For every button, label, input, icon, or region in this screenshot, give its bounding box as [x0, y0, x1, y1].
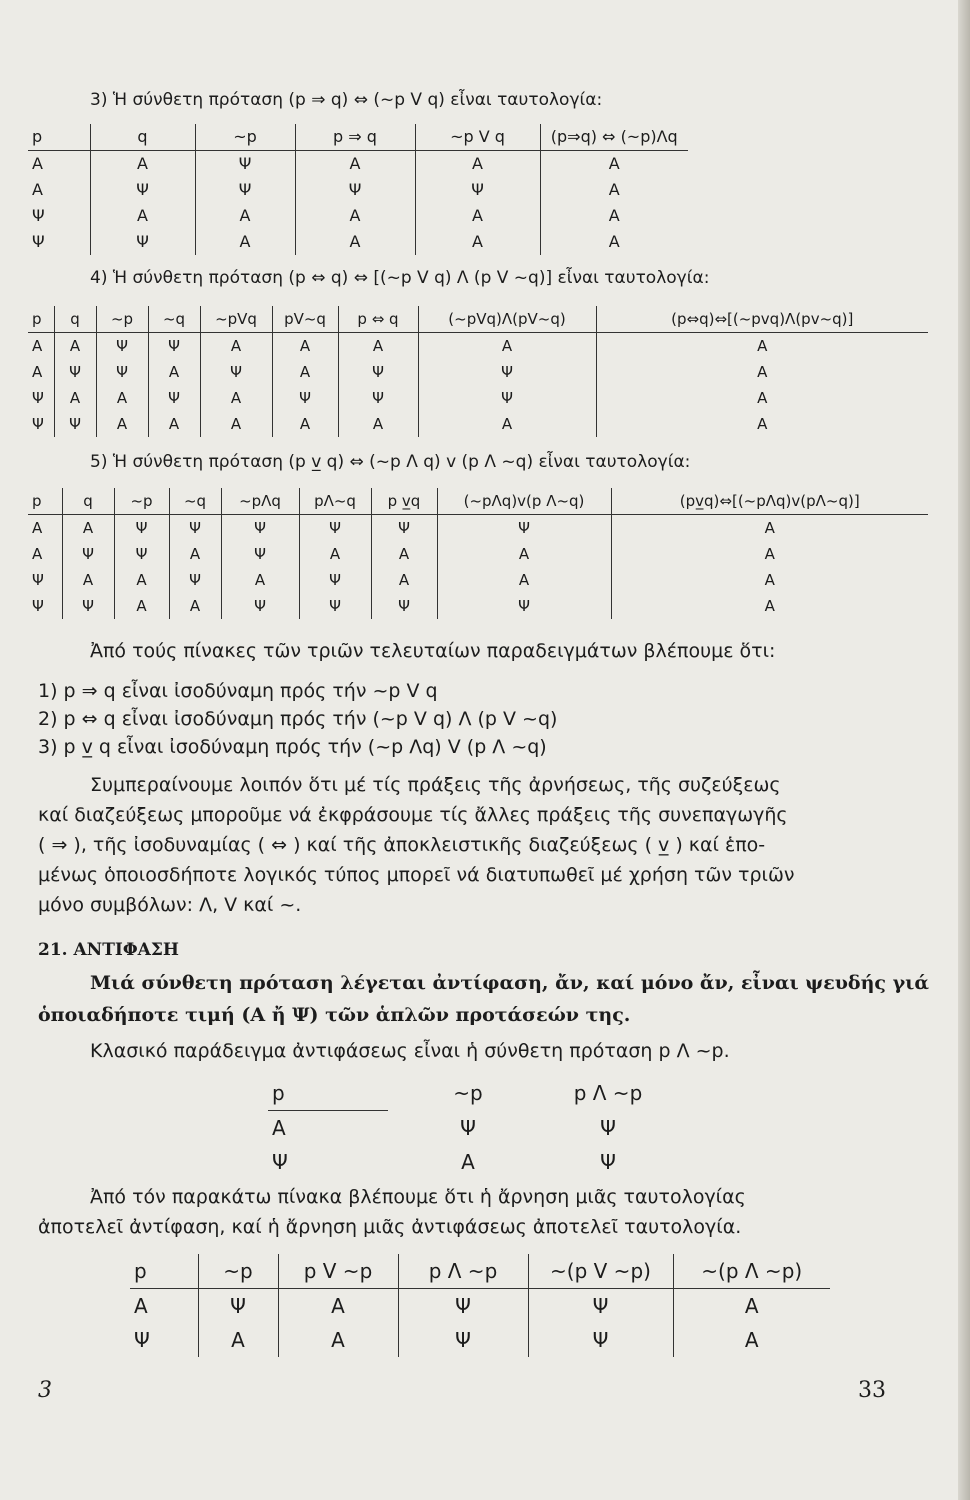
col-header: (p⇒q) ⇔ (~p)Λq [540, 124, 688, 151]
col-header: ~q [148, 306, 200, 333]
cell: Α [169, 593, 221, 619]
col-header: p Λ ~p [573, 1081, 643, 1106]
table-row [28, 177, 688, 203]
cell: Ψ [272, 1150, 288, 1174]
footer-left-number: 3 [38, 1378, 52, 1403]
cell: Α [371, 567, 437, 593]
cell: Ψ [148, 385, 200, 411]
cell: Α [596, 333, 928, 360]
definition-line: ὁποιαδήποτε τιμή (Α ἤ Ψ) τῶν ἁπλῶν προτάσεών της. [38, 1004, 631, 1026]
col-header: ~pΛq [221, 488, 299, 515]
col-header: q [62, 488, 114, 515]
cell: Α [32, 180, 43, 199]
col-header: p [28, 306, 54, 333]
cell: Ψ [96, 333, 148, 360]
table-header-row [130, 1254, 830, 1289]
section-title: 21. ΑΝΤΙΦΑΣΗ [38, 940, 179, 960]
cell: Ψ [195, 151, 295, 178]
cell: Α [148, 359, 200, 385]
cell: Ψ [528, 1323, 673, 1357]
col-header: (p⇔q)⇔[(~pvq)Λ(pv~q)] [596, 306, 928, 333]
cell: Ψ [90, 229, 195, 255]
col-header: ~(p V ~p) [528, 1254, 673, 1289]
cell: Α [272, 359, 338, 385]
cell: Ψ [398, 1289, 528, 1324]
table-row [28, 333, 928, 360]
col-header: ~p [198, 1254, 278, 1289]
cell: Α [32, 545, 43, 563]
table-header-row [28, 488, 928, 515]
cell: Α [195, 203, 295, 229]
s3-table [28, 124, 688, 255]
cell: Ψ [600, 1150, 616, 1174]
cell: Ψ [96, 359, 148, 385]
cell: Ψ [295, 177, 415, 203]
cell: Ψ [371, 593, 437, 619]
cell: Ψ [32, 597, 44, 615]
table-header-row [268, 1076, 668, 1111]
negation-line: ἀποτελεῖ ἀντίφαση, καί ἡ ἄρνηση μιᾶς ἀντιφάσεως ἀποτελεῖ ταυτολογία. [38, 1216, 742, 1238]
cell: Α [338, 333, 418, 360]
col-header: p V ~p [278, 1254, 398, 1289]
para-line: καί διαζεύξεως μποροῦμε νά ἐκφράσουμε τίς ἄλλες πράξεις τῆς συνεπαγωγῆς [38, 804, 788, 826]
cell: Ψ [299, 593, 371, 619]
table-row [28, 229, 688, 255]
cell: Ψ [338, 359, 418, 385]
table-row [28, 411, 928, 437]
cell: Α [418, 333, 596, 360]
col-header: ~p [96, 306, 148, 333]
cell: Α [371, 541, 437, 567]
table-row [28, 359, 928, 385]
col-header: ~p [195, 124, 295, 151]
cell: Α [596, 411, 928, 437]
cell: Α [540, 151, 688, 178]
cell: Ψ [169, 515, 221, 542]
cell: Α [200, 411, 272, 437]
cell: Α [134, 1294, 148, 1318]
table-row [268, 1111, 668, 1146]
cell: Α [90, 151, 195, 178]
cell: Α [437, 541, 611, 567]
equivalence-3: 3) p v̲ q εἶναι ἰσοδύναμη πρός τήν (~p Λq) V (p Λ ~q) [38, 736, 547, 758]
cell: Α [272, 1116, 286, 1140]
cell: Ψ [54, 411, 96, 437]
cell: Α [62, 567, 114, 593]
cell: Α [200, 333, 272, 360]
table-row [28, 567, 928, 593]
para-line: μόνο συμβόλων: Λ, V καί ~. [38, 894, 302, 916]
cell: Α [461, 1150, 475, 1174]
cell: Ψ [198, 1289, 278, 1324]
cell: Α [540, 177, 688, 203]
cell: Α [673, 1289, 830, 1324]
cell: Α [96, 411, 148, 437]
cell: Ψ [528, 1289, 673, 1324]
table-row [130, 1323, 830, 1357]
cell: Α [148, 411, 200, 437]
cell: Ψ [371, 515, 437, 542]
para-line: Συμπεραίνουμε λοιπόν ὅτι μέ τίς πράξεις τῆς ἀρνήσεως, τῆς συζεύξεως [90, 774, 781, 796]
col-header: q [54, 306, 96, 333]
equivalence-1: 1) p ⇒ q εἶναι ἰσοδύναμη πρός τήν ~p V q [38, 680, 438, 702]
cell: Ψ [134, 1328, 150, 1352]
cell: Α [611, 541, 928, 567]
col-header: ~p V q [415, 124, 540, 151]
conclusion-intro: Ἀπό τούς πίνακες τῶν τριῶν τελευταίων παραδειγμάτων βλέπουμε ὅτι: [90, 640, 776, 662]
cell: Α [418, 411, 596, 437]
cell: Α [415, 229, 540, 255]
s3-heading: 3) Ἡ σύνθετη πρόταση (p ⇒ q) ⇔ (~p V q) εἶναι ταυτολογία: [90, 90, 603, 110]
cell: Α [32, 154, 43, 173]
col-header: ~(p Λ ~p) [673, 1254, 830, 1289]
cell: Α [62, 515, 114, 542]
cell: Ψ [338, 385, 418, 411]
example-line: Κλασικό παράδειγμα ἀντιφάσεως εἶναι ἡ σύνθετη πρόταση p Λ ~p. [90, 1040, 730, 1062]
cell: Α [200, 385, 272, 411]
col-header: ~q [169, 488, 221, 515]
cell: Α [338, 411, 418, 437]
cell: Α [611, 515, 928, 542]
cell: Ψ [221, 593, 299, 619]
cell: Α [195, 229, 295, 255]
table-row [130, 1289, 830, 1324]
col-header: ~p [114, 488, 169, 515]
col-header: (~pVq)Λ(pV~q) [418, 306, 596, 333]
cell: Α [221, 567, 299, 593]
cell: Α [32, 519, 43, 537]
table-header-row [28, 306, 928, 333]
col-header: ~p [453, 1081, 483, 1106]
cell: Ψ [32, 206, 45, 225]
para-line: ( ⇒ ), τῆς ἰσοδυναμίας ( ⇔ ) καί τῆς ἀποκλειστικῆς διαζεύξεως ( v̲ ) καί ἑπο- [38, 834, 766, 856]
cell: Α [415, 203, 540, 229]
s4-table [28, 306, 928, 437]
cell: Α [415, 151, 540, 178]
cell: Ψ [62, 593, 114, 619]
cell: Ψ [600, 1115, 616, 1140]
col-header: p Λ ~p [398, 1254, 528, 1289]
table-row [28, 385, 928, 411]
cell: Α [32, 337, 43, 355]
s5-heading: 5) Ἡ σύνθετη πρόταση (p v̲ q) ⇔ (~p Λ q) v (p Λ ~q) εἶναι ταυτολογία: [90, 452, 691, 472]
cell: Α [54, 333, 96, 360]
cell: Α [299, 541, 371, 567]
negation-table [130, 1254, 830, 1357]
cell: Α [198, 1323, 278, 1357]
cell: Ψ [418, 359, 596, 385]
table-row [28, 151, 688, 178]
table-row [268, 1145, 668, 1179]
cell: Ψ [114, 541, 169, 567]
contradiction-table [268, 1076, 668, 1179]
cell: Α [611, 567, 928, 593]
cell: Ψ [114, 515, 169, 542]
col-header: p [28, 124, 90, 151]
col-header: (pv̲q)⇔[(~pΛq)v(pΛ~q)] [611, 488, 928, 515]
equivalence-2: 2) p ⇔ q εἶναι ἰσοδύναμη πρός τήν (~p V q) Λ (p V ~q) [38, 708, 558, 730]
cell: Ψ [299, 567, 371, 593]
page-number: 33 [858, 1378, 886, 1403]
cell: Α [32, 363, 43, 381]
cell: Α [596, 359, 928, 385]
col-header: p ⇔ q [338, 306, 418, 333]
table-row [28, 203, 688, 229]
cell: Ψ [437, 593, 611, 619]
cell: Ψ [62, 541, 114, 567]
cell: Ψ [90, 177, 195, 203]
cell: Α [596, 385, 928, 411]
negation-line: Ἀπό τόν παρακάτω πίνακα βλέπουμε ὅτι ἡ ἄρνηση μιᾶς ταυτολογίας [90, 1186, 746, 1208]
col-header: pΛ~q [299, 488, 371, 515]
cell: Ψ [32, 232, 45, 251]
cell: Ψ [169, 567, 221, 593]
col-header: p v̲q [371, 488, 437, 515]
cell: Α [278, 1323, 398, 1357]
col-header: pV~q [272, 306, 338, 333]
col-header: q [90, 124, 195, 151]
cell: Ψ [32, 571, 44, 589]
cell: Ψ [415, 177, 540, 203]
cell: Ψ [195, 177, 295, 203]
s4-heading: 4) Ἡ σύνθετη πρόταση (p ⇔ q) ⇔ [(~p V q) Λ (p V ~q)] εἶναι ταυτολογία: [90, 268, 710, 288]
cell: Α [169, 541, 221, 567]
para-line: μένως ὁποιοσδήποτε λογικός τύπος μπορεῖ νά διατυπωθεῖ μέ χρήση τῶν τριῶν [38, 864, 795, 886]
cell: Ψ [460, 1115, 476, 1140]
table-row [28, 593, 928, 619]
cell: Α [295, 229, 415, 255]
cell: Α [96, 385, 148, 411]
col-header: p [28, 488, 62, 515]
cell: Ψ [221, 515, 299, 542]
cell: Α [272, 411, 338, 437]
cell: Α [437, 567, 611, 593]
cell: Α [278, 1289, 398, 1324]
cell: Α [90, 203, 195, 229]
cell: Α [295, 151, 415, 178]
cell: Α [114, 593, 169, 619]
cell: Ψ [32, 415, 44, 433]
cell: Α [114, 567, 169, 593]
definition-line: Μιά σύνθετη πρόταση λέγεται ἀντίφαση, ἄν, καί μόνο ἄν, εἶναι ψευδής γιά [90, 972, 929, 994]
cell: Ψ [32, 389, 44, 407]
s5-table [28, 488, 928, 619]
cell: Ψ [221, 541, 299, 567]
cell: Α [540, 203, 688, 229]
table-row [28, 515, 928, 542]
cell: Ψ [418, 385, 596, 411]
cell: Ψ [299, 515, 371, 542]
cell: Ψ [437, 515, 611, 542]
col-header: p ⇒ q [295, 124, 415, 151]
cell: Ψ [272, 385, 338, 411]
page-edge [958, 0, 970, 1500]
cell: Ψ [148, 333, 200, 360]
col-header: p [268, 1076, 388, 1111]
cell: Α [295, 203, 415, 229]
cell: Α [272, 333, 338, 360]
cell: Ψ [200, 359, 272, 385]
col-header: (~pΛq)v(p Λ~q) [437, 488, 611, 515]
col-header: ~pVq [200, 306, 272, 333]
table-header-row [28, 124, 688, 151]
cell: Α [611, 593, 928, 619]
cell: Ψ [54, 359, 96, 385]
table-row [28, 541, 928, 567]
cell: Α [673, 1323, 830, 1357]
cell: Α [54, 385, 96, 411]
cell: Ψ [398, 1323, 528, 1357]
col-header: p [130, 1254, 198, 1289]
cell: Α [540, 229, 688, 255]
